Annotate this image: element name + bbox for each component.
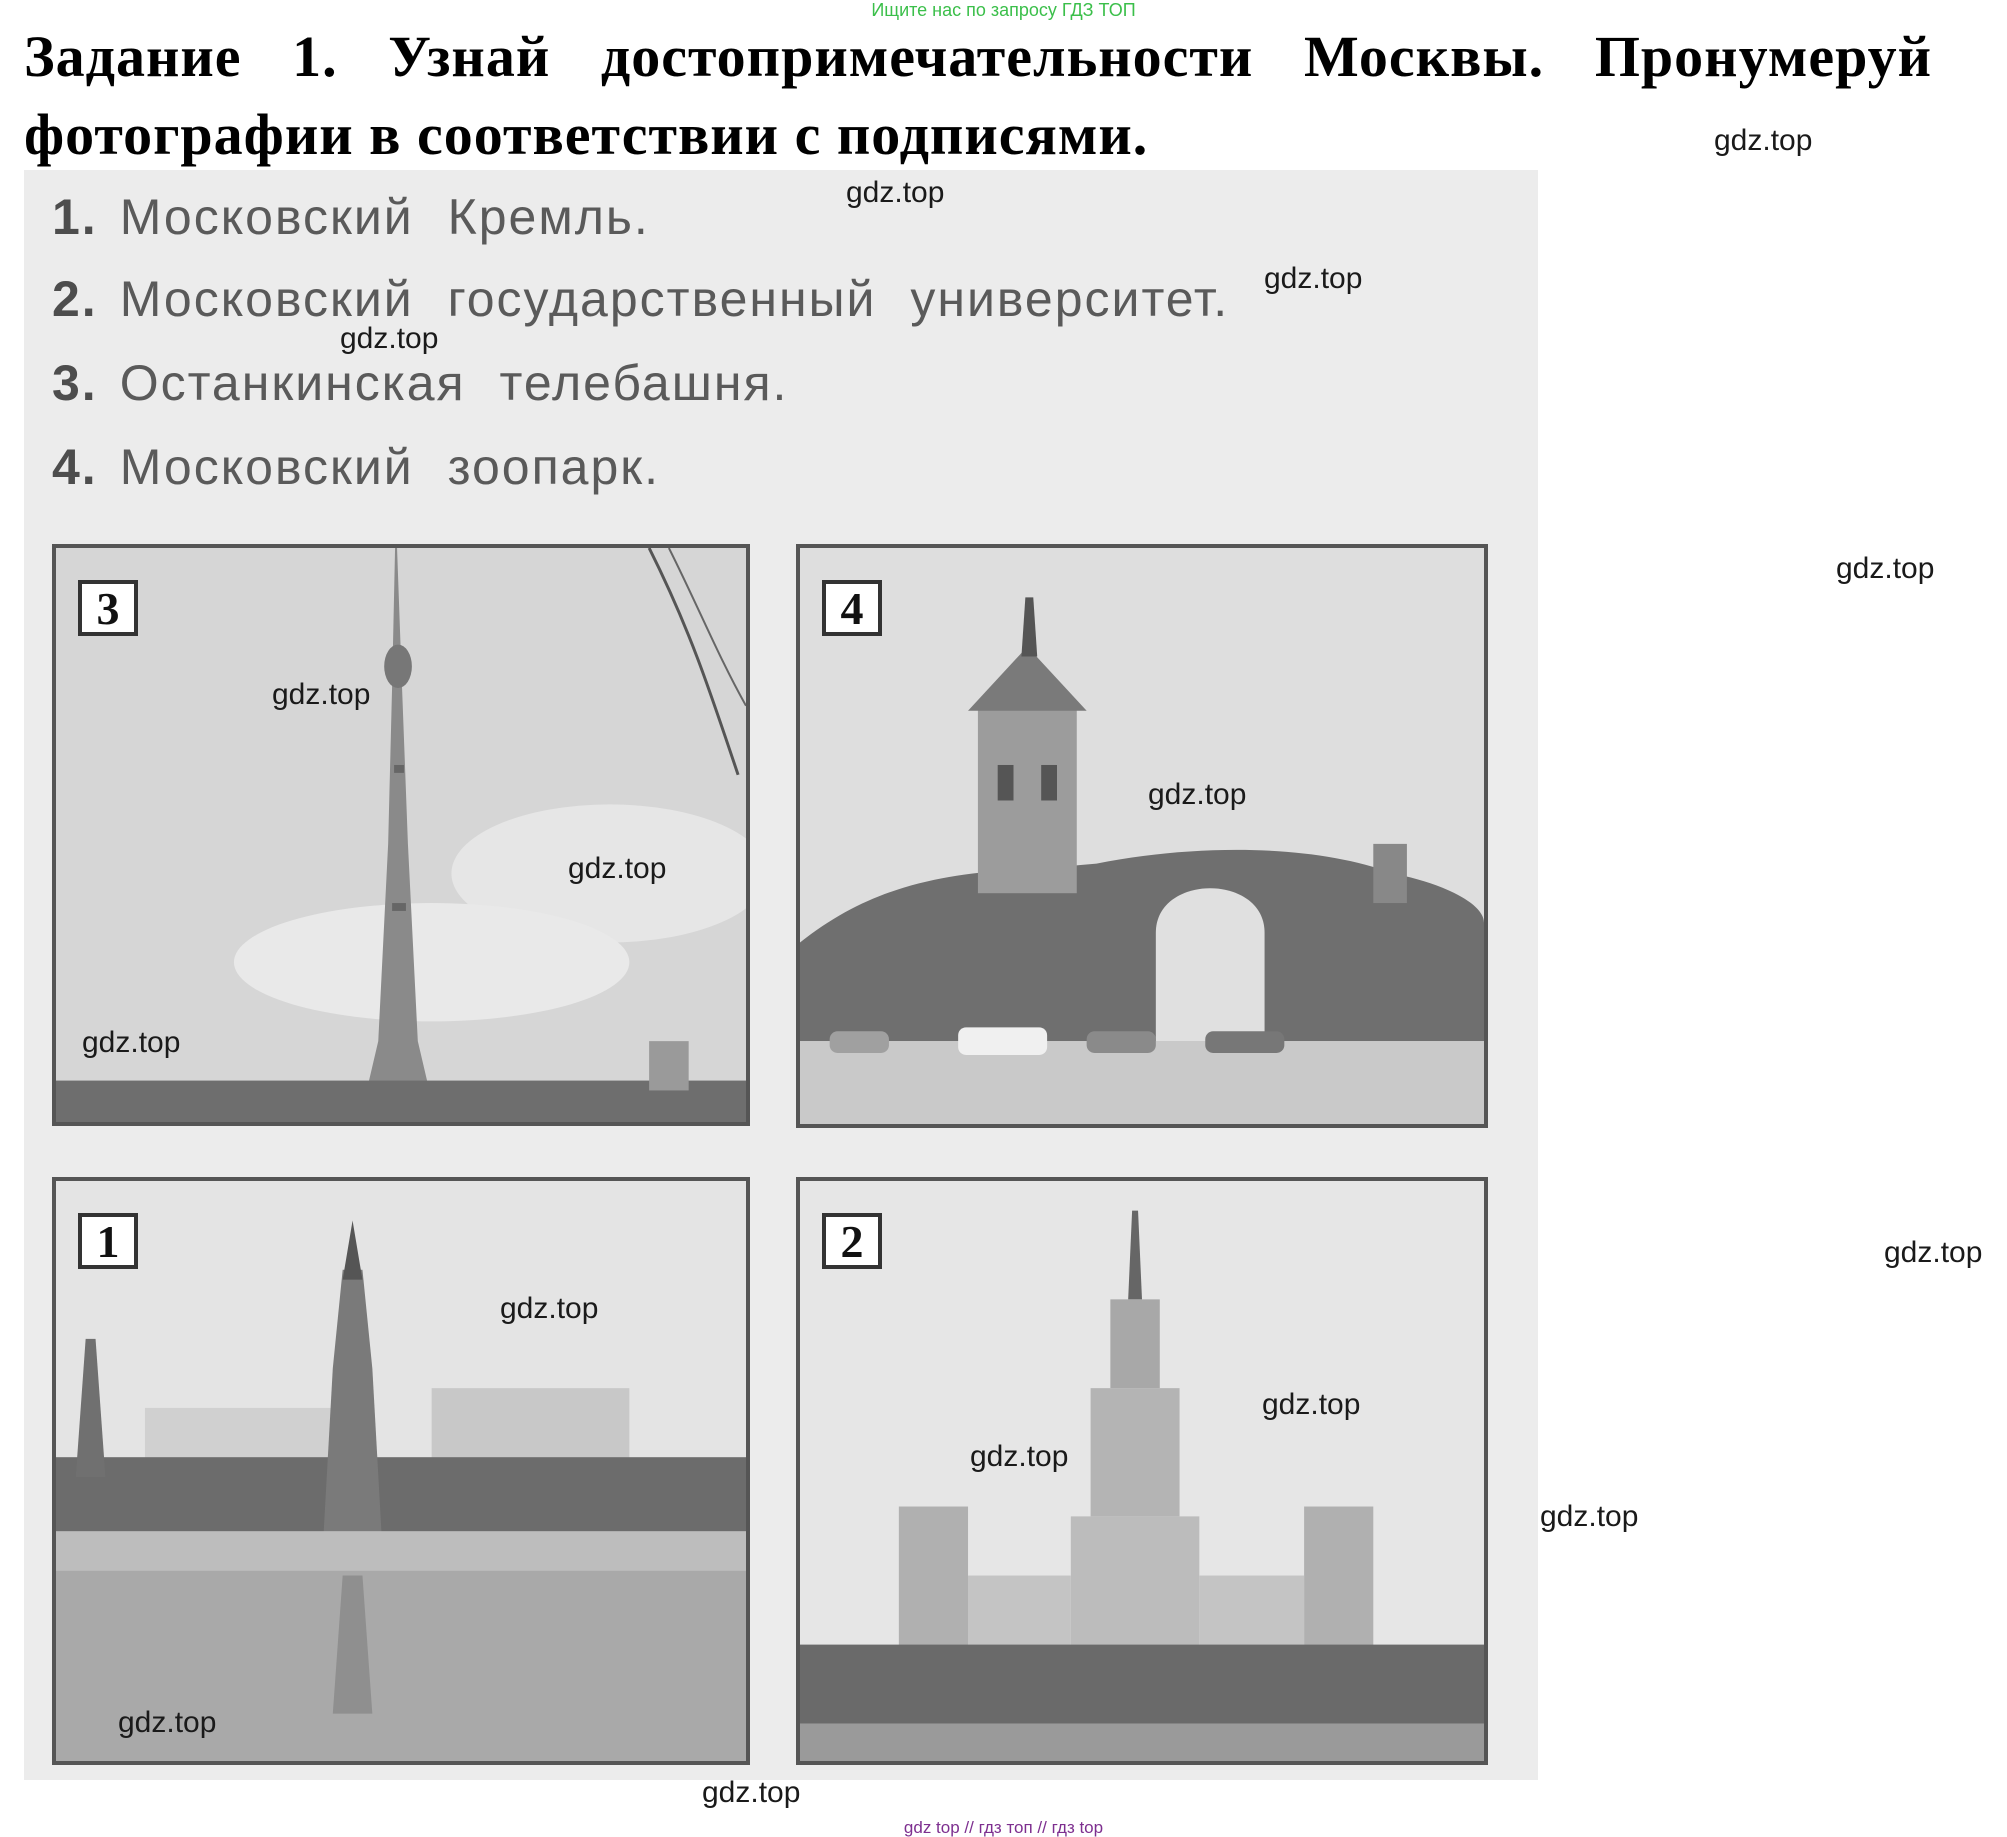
title-word: Задание <box>24 24 242 89</box>
caption-number: 1. <box>52 189 98 245</box>
textbook-scan <box>24 170 1538 1780</box>
watermark: gdz.top <box>118 1706 217 1739</box>
caption-text: Московский Кремль. <box>119 189 650 245</box>
caption-2 <box>52 270 1229 328</box>
watermark: gdz.top <box>568 852 667 885</box>
photo-number-badge: 3 <box>78 580 138 636</box>
watermark: gdz.top <box>702 1776 801 1809</box>
footer-links[interactable]: gdz top // гдз топ // гдз top <box>903 1818 1104 1837</box>
watermark: gdz.top <box>340 322 439 355</box>
title-word: достопримечательности <box>600 24 1254 89</box>
watermark: gdz.top <box>1540 1500 1639 1533</box>
title-word: Узнай <box>388 24 551 89</box>
title-word: Москвы. <box>1303 24 1545 89</box>
watermark: gdz.top <box>1836 552 1935 585</box>
title-word: 1. <box>292 24 338 89</box>
watermark: gdz.top <box>1714 124 1813 157</box>
msu-image <box>800 1181 1484 1761</box>
caption-number: 2. <box>52 271 98 327</box>
task-title <box>24 18 1932 174</box>
caption-number: 3. <box>52 355 98 411</box>
watermark: gdz.top <box>1884 1236 1983 1269</box>
caption-text: Останкинская телебашня. <box>119 355 789 411</box>
photo-number-badge: 1 <box>78 1213 138 1269</box>
photo-moscow-zoo <box>796 544 1488 1128</box>
watermark: gdz.top <box>500 1292 599 1325</box>
photo-moscow-state-university <box>796 1177 1488 1765</box>
photo-moscow-kremlin <box>52 1177 750 1765</box>
watermark: gdz.top <box>1264 262 1363 295</box>
photo-number-badge: 4 <box>822 580 882 636</box>
watermark: gdz.top <box>272 678 371 711</box>
caption-text: Московский зоопарк. <box>119 439 661 495</box>
caption-4 <box>52 438 660 496</box>
watermark: gdz.top <box>970 1440 1069 1473</box>
photo-number-badge: 2 <box>822 1213 882 1269</box>
task-title-line1 <box>24 18 1932 96</box>
watermark: gdz.top <box>846 176 945 209</box>
moscow-zoo-image <box>800 548 1484 1124</box>
task-title-line2: фотографии в соответствии с подписями. <box>24 102 1149 167</box>
caption-1 <box>52 188 650 246</box>
moscow-kremlin-image <box>56 1181 746 1761</box>
caption-text: Московский государственный университет. <box>119 271 1230 327</box>
watermark: gdz.top <box>1148 778 1247 811</box>
top-banner[interactable]: Ищите нас по запросу ГДЗ ТОП <box>871 0 1136 20</box>
watermark: gdz.top <box>1262 1388 1361 1421</box>
title-word: Пронумеруй <box>1594 24 1932 89</box>
caption-number: 4. <box>52 439 98 495</box>
watermark: gdz.top <box>82 1026 181 1059</box>
caption-3 <box>52 354 788 412</box>
